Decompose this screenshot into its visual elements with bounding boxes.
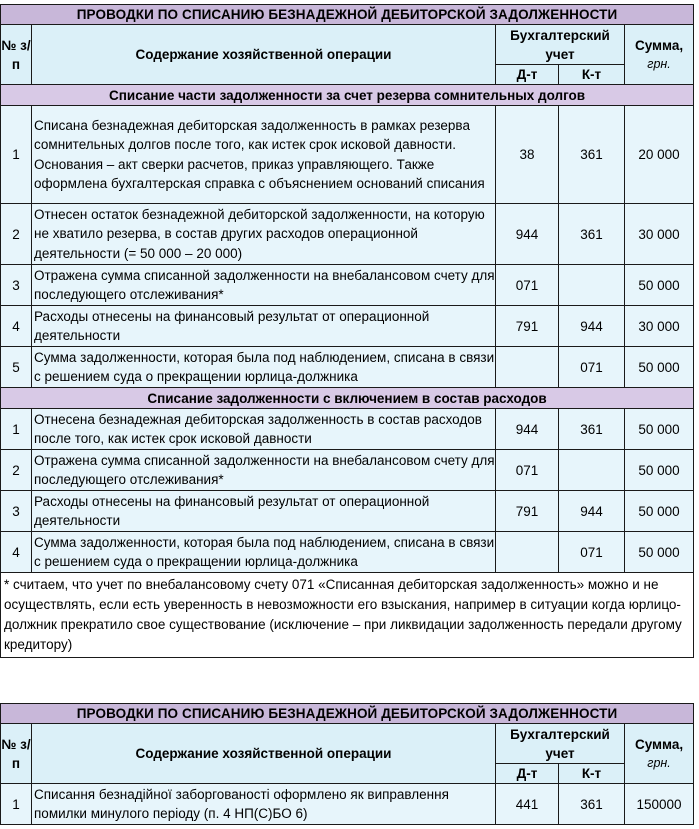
row-description: Отнесен остаток безнадежной дебиторской задолженности, на которую не хватило резерва, в состав других расходов операционной деятельности (= 50 000 – 20 000) xyxy=(32,204,496,265)
row-description: Отнесена безнадежная дебиторская задолженность в состав расходов после того, как истек срок исковой давности xyxy=(32,409,496,450)
col-header-content: Содержание хозяйственной операции xyxy=(32,25,496,85)
row-sum: 30 000 xyxy=(625,306,694,347)
col-header-currency: грн. xyxy=(647,56,671,71)
row-debit: 944 xyxy=(496,409,559,450)
table-row xyxy=(1,491,694,532)
row-debit: 38 xyxy=(496,106,559,204)
col-header-content: Содержание хозяйственной операции xyxy=(32,724,496,784)
row-credit xyxy=(559,265,625,306)
row-debit: 944 xyxy=(496,204,559,265)
row-description: Отражена сумма списанной задолженности на внебалансовом счету для последующего отслеживания* xyxy=(32,450,496,491)
row-sum: 30 000 xyxy=(625,204,694,265)
col-header-sum-label: Сумма, xyxy=(634,37,684,53)
row-debit xyxy=(496,347,559,388)
table-row xyxy=(1,265,694,306)
row-credit: 944 xyxy=(559,306,625,347)
table-row xyxy=(1,784,694,825)
col-header-currency: грн. xyxy=(647,755,671,770)
table-row xyxy=(1,409,694,450)
row-description: Списання безнадійної заборгованості оформлено як виправлення помилки минулого періоду (п. 4 НП(С)БО 6) xyxy=(32,784,496,825)
row-sum: 50 000 xyxy=(625,265,694,306)
col-header-accounting: Бухгалтерский учет xyxy=(496,25,625,65)
table-row xyxy=(1,347,694,388)
row-debit: 071 xyxy=(496,450,559,491)
col-header-accounting: Бухгалтерский учет xyxy=(496,724,625,764)
col-header-sum xyxy=(625,724,694,784)
row-credit: 071 xyxy=(559,347,625,388)
row-number: 1 xyxy=(1,409,32,450)
row-description: Отражена сумма списанной задолженности на внебалансовом счету для последующего отслеживания* xyxy=(32,265,496,306)
postings-table-secondary xyxy=(0,703,694,825)
col-header-debit: Д-т xyxy=(496,65,559,85)
row-description: Расходы отнесены на финансовый результат от операционной деятельности xyxy=(32,491,496,532)
col-header-number: № з/п xyxy=(1,724,32,784)
col-header-sum xyxy=(625,25,694,85)
postings-table-main xyxy=(0,4,694,658)
row-credit: 944 xyxy=(559,491,625,532)
row-debit xyxy=(496,532,559,573)
footnote: * считаем, что учет по внебалансовому счету 071 «Списанная дебиторская задолженность» можно и не осуществлять, если есть уверенность в невозможности его взыскания, например в ситуации когда юрлицо-должник прекратило свое существование (исключение – при ликвидации задолженность передали другому кредитору) xyxy=(1,573,694,658)
table-title: ПРОВОДКИ ПО СПИСАНИЮ БЕЗНАДЕЖНОЙ ДЕБИТОРСКОЙ ЗАДОЛЖЕННОСТИ xyxy=(1,704,694,724)
row-sum: 150000 xyxy=(625,784,694,825)
row-number: 2 xyxy=(1,450,32,491)
row-number: 4 xyxy=(1,532,32,573)
row-credit: 361 xyxy=(559,204,625,265)
row-debit: 071 xyxy=(496,265,559,306)
col-header-credit: К-т xyxy=(559,764,625,784)
row-description: Списана безнадежная дебиторская задолженность в рамках резерва сомнительных долгов после того, как истек срок исковой давности. Основания – акт сверки расчетов, приказ управляющего. Также оформлена бухгалтерская справка с объяснением оснований списания xyxy=(32,106,496,204)
section-title-reserve: Списание части задолженности за счет резерва сомнительных долгов xyxy=(1,85,694,106)
row-credit: 361 xyxy=(559,409,625,450)
row-sum: 50 000 xyxy=(625,450,694,491)
row-description: Сумма задолженности, которая была под наблюдением, списана в связи с решением суда о прекращении юрлица-должника xyxy=(32,532,496,573)
row-sum: 20 000 xyxy=(625,106,694,204)
table-row xyxy=(1,306,694,347)
table-row xyxy=(1,204,694,265)
row-sum: 50 000 xyxy=(625,491,694,532)
row-credit: 361 xyxy=(559,106,625,204)
section-title-expenses: Списание задолженности с включением в состав расходов xyxy=(1,388,694,409)
row-number: 1 xyxy=(1,106,32,204)
col-header-debit: Д-т xyxy=(496,764,559,784)
row-sum: 50 000 xyxy=(625,347,694,388)
table-row xyxy=(1,106,694,204)
row-credit: 361 xyxy=(559,784,625,825)
row-sum: 50 000 xyxy=(625,409,694,450)
row-number: 2 xyxy=(1,204,32,265)
row-credit xyxy=(559,450,625,491)
row-debit: 791 xyxy=(496,306,559,347)
row-number: 3 xyxy=(1,265,32,306)
table-title: ПРОВОДКИ ПО СПИСАНИЮ БЕЗНАДЕЖНОЙ ДЕБИТОРСКОЙ ЗАДОЛЖЕННОСТИ xyxy=(1,5,694,25)
row-description: Расходы отнесены на финансовый результат от операционной деятельности xyxy=(32,306,496,347)
row-sum: 50 000 xyxy=(625,532,694,573)
row-description: Сумма задолженности, которая была под наблюдением, списана в связи с решением суда о прекращении юрлица-должника xyxy=(32,347,496,388)
row-number: 1 xyxy=(1,784,32,825)
row-number: 5 xyxy=(1,347,32,388)
row-number: 3 xyxy=(1,491,32,532)
col-header-credit: К-т xyxy=(559,65,625,85)
col-header-number: № з/п xyxy=(1,25,32,85)
row-debit: 791 xyxy=(496,491,559,532)
row-credit: 071 xyxy=(559,532,625,573)
col-header-sum-label: Сумма, xyxy=(634,736,684,752)
row-number: 4 xyxy=(1,306,32,347)
table-row xyxy=(1,450,694,491)
table-row xyxy=(1,532,694,573)
row-debit: 441 xyxy=(496,784,559,825)
